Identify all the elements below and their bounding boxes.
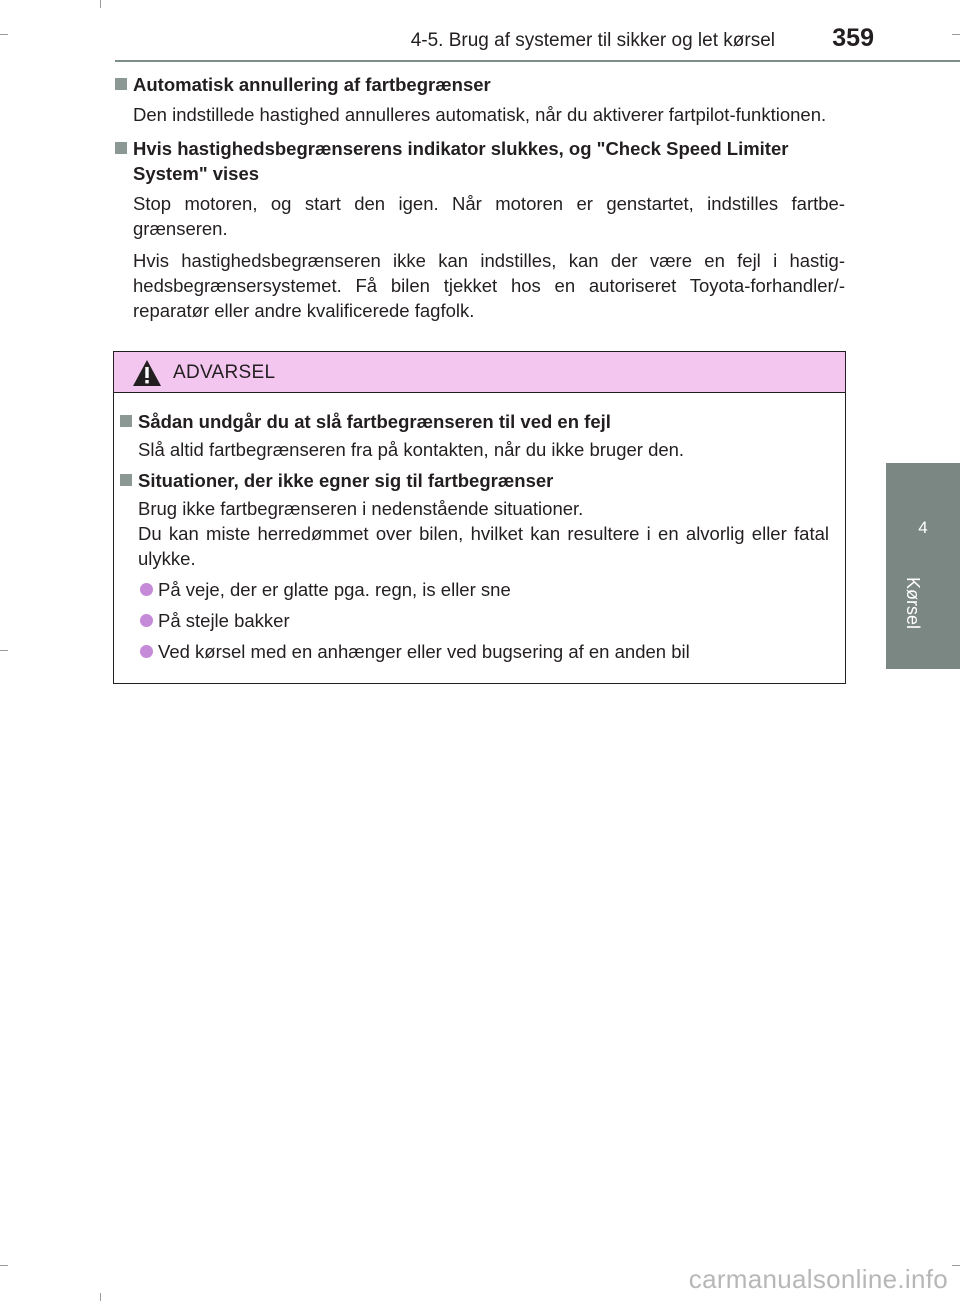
watermark: carmanualsonline.info	[688, 1264, 948, 1294]
chapter-label: Kørsel	[903, 577, 923, 630]
warning-body	[114, 409, 845, 664]
paragraph: Den indstillede hastighed annulleres automatisk, når du aktiverer fartpilot-funktionen.	[133, 104, 827, 125]
warning-text: Slå altid fartbegrænseren fra på kontakten, når du ikke bruger den.	[138, 439, 685, 460]
paragraph: Hvis hastighedsbegrænseren ikke kan indstilles, kan der være en fejl i hastig-hedsbegrænsersystemet. Få bilen tjekket hos en autoriseret Toyota-forhandler/-reparatør eller andre kvalificerede fagfolk.	[133, 250, 845, 321]
list-item	[120, 639, 829, 664]
list-item-text: På veje, der er glatte pga. regn, is eller sne	[158, 579, 511, 600]
square-bullet-icon	[120, 474, 132, 486]
warning-text: Brug ikke fartbegrænseren i nedenstående situationer.	[138, 498, 584, 519]
list-item	[120, 577, 829, 602]
warning-text: Du kan miste herredømmet over bilen, hvilket kan resultere i en alvorlig eller fatal ulykke.	[138, 523, 829, 569]
list-item-text: På stejle bakker	[158, 610, 290, 631]
chapter-label-wrap	[895, 577, 955, 657]
warning-triangle-icon	[132, 359, 162, 387]
warning-box	[113, 351, 846, 684]
warning-header	[114, 352, 845, 393]
paragraph: Stop motoren, og start den igen. Når motoren er genstartet, indstilles fartbe-grænseren.	[133, 193, 845, 239]
section-heading	[113, 72, 845, 97]
crop-mark	[952, 1265, 960, 1266]
circle-bullet-icon	[140, 645, 153, 658]
section-heading	[113, 136, 845, 186]
main-content	[113, 72, 845, 323]
list-item-text: Ved kørsel med en anhænger eller ved bugsering af en anden bil	[158, 641, 690, 662]
page-header	[0, 0, 960, 60]
crop-mark	[0, 650, 8, 651]
circle-bullet-icon	[140, 614, 153, 627]
warning-title: ADVARSEL	[173, 362, 276, 383]
section-heading-text: Automatisk annullering af fartbegrænser	[133, 74, 491, 95]
warning-heading-text: Sådan undgår du at slå fartbegrænseren til ved en fejl	[138, 411, 611, 432]
section-heading-text: Hvis hastighedsbegrænserens indikator slukkes, og "Check Speed Limiter System" vises	[133, 138, 789, 184]
warning-heading	[120, 409, 829, 434]
chapter-number: 4	[918, 518, 928, 537]
warning-heading-text: Situationer, der ikke egner sig til fartbegrænser	[138, 470, 554, 491]
crop-mark	[0, 1265, 8, 1266]
square-bullet-icon	[115, 142, 127, 154]
square-bullet-icon	[115, 78, 127, 90]
section-title: 4-5. Brug af systemer til sikker og let kørsel	[410, 30, 775, 51]
warning-heading	[120, 468, 829, 493]
header-rule	[115, 60, 960, 62]
crop-mark	[100, 1293, 101, 1301]
page-number: 359	[832, 24, 874, 52]
circle-bullet-icon	[140, 583, 153, 596]
square-bullet-icon	[120, 415, 132, 427]
list-item	[120, 608, 829, 633]
